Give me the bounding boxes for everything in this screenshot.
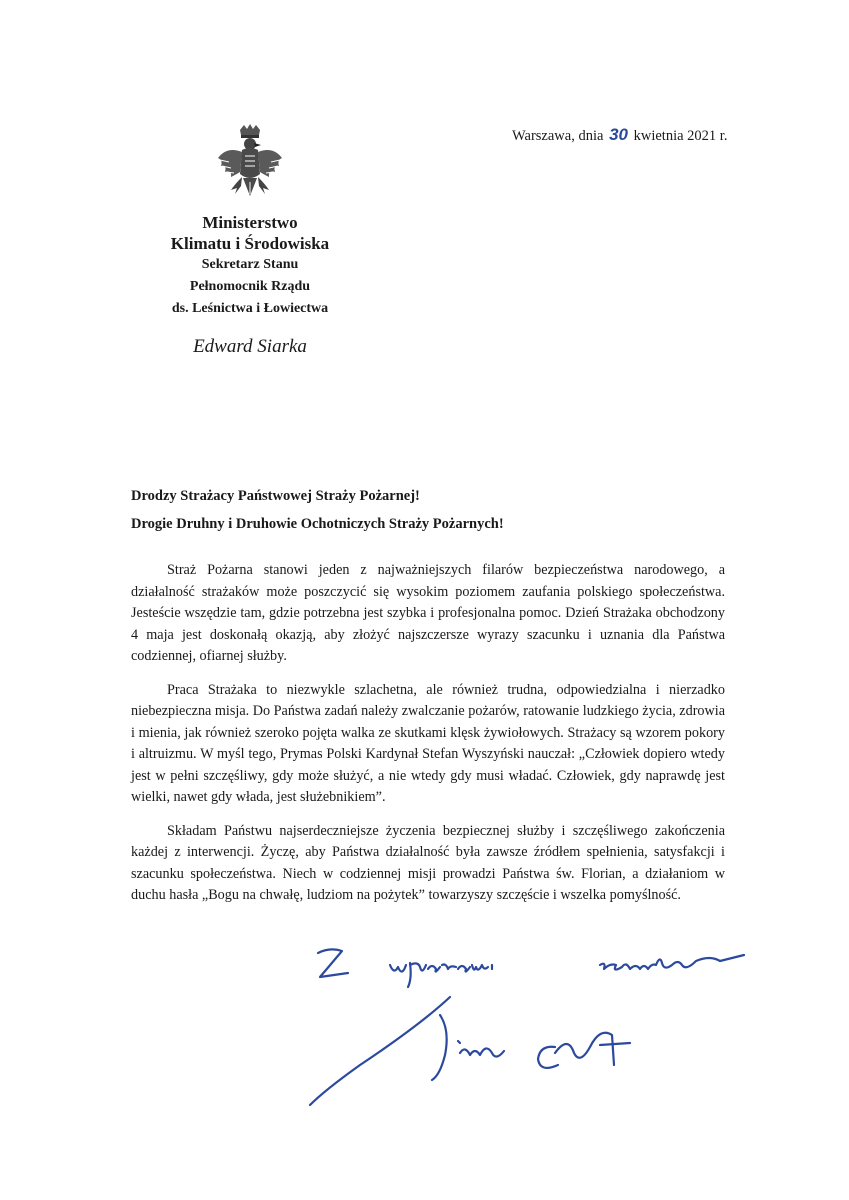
- handwritten-signature: [300, 935, 780, 1135]
- date-prefix: Warszawa, dnia: [512, 128, 604, 144]
- sender-position-1: Sekretarz Stanu: [201, 257, 299, 272]
- sender-name: Edward Siarka: [193, 336, 307, 357]
- greeting-line-1: Drodzy Strażacy Państwowej Straży Pożarnej!: [131, 488, 420, 504]
- greeting: [131, 482, 504, 538]
- body-paragraph-3: Składam Państwu najserdeczniejsze życzenia bezpiecznej służby i szczęśliwego zakończenia każdej z interwencji. Życzę, aby Państwa działalność była zawsze źródłem spełnienia, satysfakcji i szacunku społeczeństwa. Niech w codziennej misji prowadzi Państwa św. Florian, a działaniom w duchu hasła „Bogu na chwałę, ludziom na pożytek” towarzyszy szczęście i wszelka pomyślność.: [131, 822, 725, 903]
- greeting-line-2: Drogie Druhny i Druhowie Ochotniczych Straży Pożarnych!: [131, 516, 504, 532]
- body-paragraph-1: Straż Pożarna stanowi jeden z najważniejszych filarów bezpieczeństwa narodowego, a działalność strażaków może poszczycić się wysokim poziomem zaufania polskiego społeczeństwa. Jesteście wszędzie tam, gdzie potrzebna jest szybka i profesjonalna pomoc. Dzień Strażaka obchodzony 4 maja jest doskonałą okazją, aby złożyć najszczersze wyrazy szacunku i uznania dla Państwa codziennej, ofiarnej służby.: [131, 562, 725, 664]
- sender-position-2: Pełnomocnik Rządu: [189, 279, 311, 294]
- polish-eagle-emblem-icon: [215, 124, 285, 206]
- sender-header: [140, 212, 360, 320]
- letter-body: [131, 560, 725, 919]
- ministry-name-line2: Klimatu i Środowiska: [170, 234, 330, 253]
- sender-position-3: ds. Leśnictwa i Łowiectwa: [171, 301, 329, 316]
- date-line: [512, 125, 727, 145]
- ministry-name-line1: Ministerstwo: [202, 213, 298, 232]
- body-paragraph-2: Praca Strażaka to niezwykle szlachetna, ale również trudna, odpowiedzialna i nierzadko niebezpieczna misja. Do Państwa zadań należy zwalczanie pożarów, ratowanie ludzkiego życia, zdrowia i mienia, jak również szeroko pojęta walka ze skutkami klęsk żywiołowych. Strażacy są wzorem pokory i altruizmu. W myśl tego, Prymas Polski Kardynał Stefan Wyszyński nauczał: „Człowiek dopiero wtedy jest w pełni szczęśliwy, gdy może służyć, a nie wtedy gdy musi władać. Człowiek, gdy naprawdę jest wielki, nawet gdy włada, jest służebnikiem”.: [131, 681, 725, 805]
- date-suffix: kwietnia 2021 r.: [633, 128, 728, 144]
- date-day-handwritten: 30: [609, 125, 628, 144]
